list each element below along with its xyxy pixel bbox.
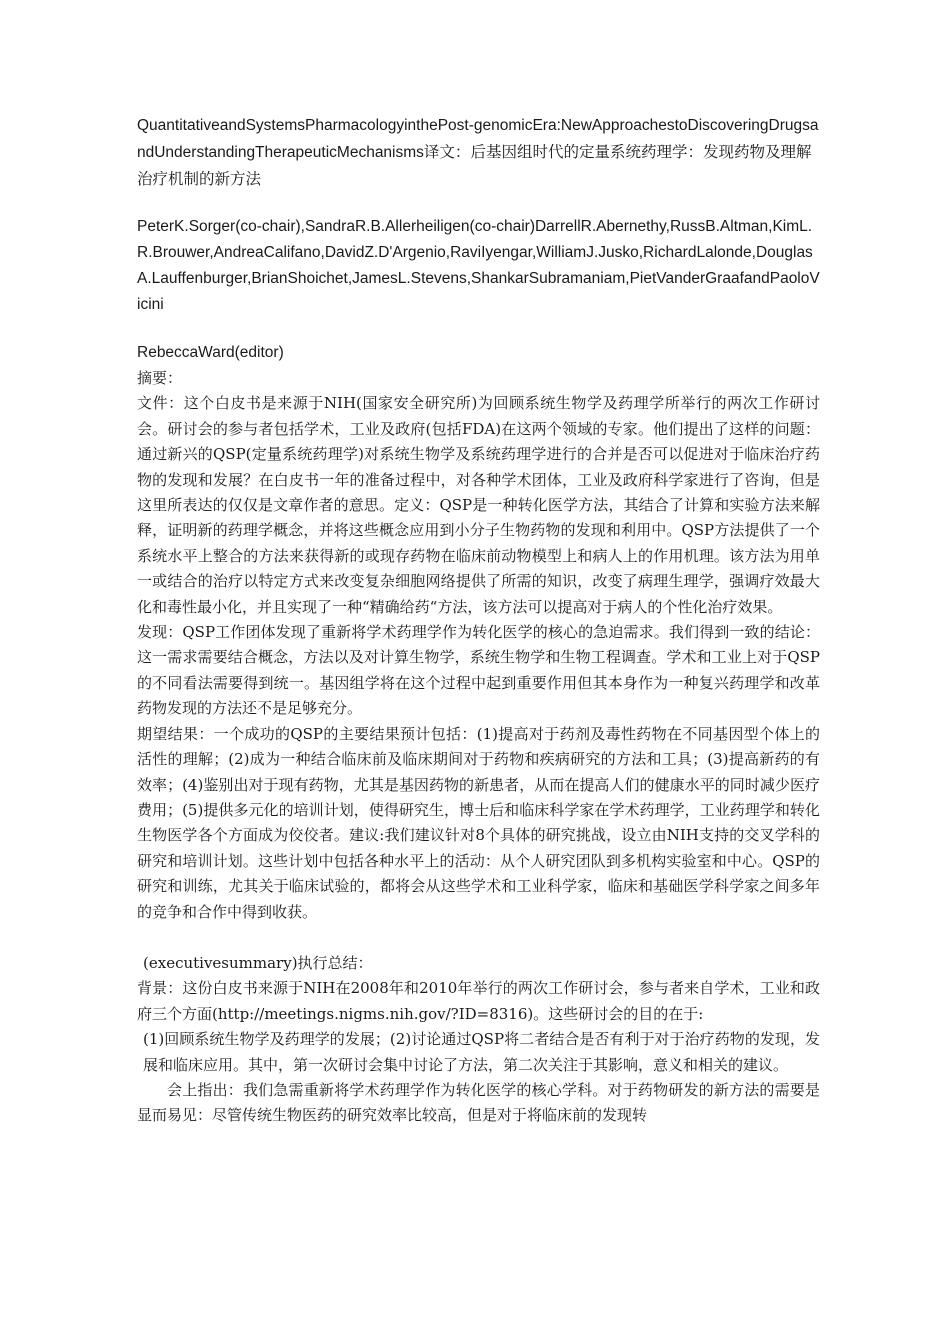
abstract-heading: 摘要： xyxy=(137,369,183,387)
executive-summary-heading: (executivesummary)执行总结： xyxy=(143,953,373,972)
title-chinese: 后基因组时代的定量系统药理学：发现药物及理解治疗机制的新方法 xyxy=(137,143,812,188)
executive-summary-section xyxy=(137,951,820,1129)
title-translation-label: 译文： xyxy=(423,143,471,161)
abstract-paragraph-outcomes: 期望结果：一个成功的QSP的主要结果预计包括：(1)提高对于药剂及毒性药物在不同基因型个体上的活性的理解；(2)成为一种结合临床前及临床期间对于药物和疾病研究的方法和工具；(3)提高新药的有效率；(4)鉴别出对于现有药物，尤其是基因药物的新患者，从而在提高人们的健康水平的同时减少医疗费用；(5)提供多元化的培训计划，使得研究生，博士后和临床科学家在学术药理学，工业药理学和转化生物医学各个方面成为佼佼者。建议:我们建议针对8个具体的研究挑战，设立由NIH支持的交叉学科的研究和培训计划。这些计划中包括各种水平上的活动：从个人研究团队到多机构实验室和中心。QSP的研究和训练，尤其关于临床试验的，都将会从这些学术和工业科学家，临床和基础医学科学家之间多年的竞争和合作中得到收获。 xyxy=(137,724,820,921)
title-english: QuantitativeandSystemsPharmacologyinthePost-genomicEra:NewApproachestoDiscoveringDrugsandUnderstandingTherapeuticMechanisms xyxy=(137,117,819,161)
abstract-paragraph-document: 文件：这个白皮书是来源于NIH(国家安全研究所)为回顾系统生物学及药理学所举行的两次工作研讨会。研讨会的参与者包括学术，工业及政府(包括FDA)在这两个领域的专家。他们提出了这样的问题：通过新兴的QSP(定量系统药理学)对系统生物学及系统药理学进行的合并是否可以促进对于临床治疗药物的发现和发展？在白皮书一年的准备过程中，对各种学术团体，工业及政府科学家进行了咨询，但是这里所表达的仅仅是文章作者的意思。定义：QSP是一种转化医学方法，其结合了计算和实验方法来解释，证明新的药理学概念，并将这些概念应用到小分子生物药物的发现和利用中。QSP方法提供了一个系统水平上整合的方法来获得新的或现存药物在临床前动物模型上和病人上的作用机理。该方法为用单一或结合的治疗以特定方式来改变复杂细胞网络提供了所需的知识，改变了病理生理学，强调疗效最大化和毒性最小化，并且实现了一种“精确给药“方法，该方法可以提高对于病人的个性化治疗效果。 xyxy=(137,394,820,616)
document-page xyxy=(137,112,820,1129)
editor-line: RebeccaWard(editor) xyxy=(137,344,284,361)
executive-summary-meeting-note: 会上指出：我们急需重新将学术药理学作为转化医学的核心学科。对于药物研发的新方法的需要是显而易见：尽管传统生物医药的研究效率比较高，但是对于将临床前的发现转 xyxy=(137,1080,820,1125)
abstract-section xyxy=(137,366,820,925)
author-list: PeterK.Sorger(co-chair),SandraR.B.Allerheiligen(co-chair)DarrellR.Abernethy,RussB.Altman,KimL.R.Brouwer,AndreaCalifano,DavidZ.D'Argenio,RaviIyengar,WilliamJ.Jusko,RichardLalonde,DouglasA.Lauffenburger,BrianShoichet,JamesL.Stevens,ShankarSubramaniam,PietVanderGraafandPaoloVicini xyxy=(137,218,820,313)
section-gap xyxy=(137,925,820,951)
document-title xyxy=(137,112,820,192)
executive-summary-purpose: (1)回顾系统生物学及药理学的发展；(2)讨论通过QSP将二者结合是否有利于对于治疗药物的发现，发展和临床应用。其中，第一次研讨会集中讨论了方法，第二次关注于其影响，意义和相关的建议。 xyxy=(143,1030,820,1074)
executive-summary-background: 背景：这份白皮书来源于NIH在2008年和2010年举行的两次工作研讨会，参与者来自学术，工业和政府三个方面(http://meetings.nigms.nih.gov/?ID=8316)。这些研讨会的目的在于: xyxy=(137,979,820,1023)
abstract-paragraph-findings: 发现：QSP工作团体发现了重新将学术药理学作为转化医学的核心的急迫需求。我们得到一致的结论：这一需求需要结合概念，方法以及对计算生物学，系统生物学和生物工程调查。学术和工业上对于QSP的不同看法需要得到统一。基因组学将在这个过程中起到重要作用但其本身作为一种复兴药理学和改革药物发现的方法还不是足够充分。 xyxy=(137,623,820,718)
